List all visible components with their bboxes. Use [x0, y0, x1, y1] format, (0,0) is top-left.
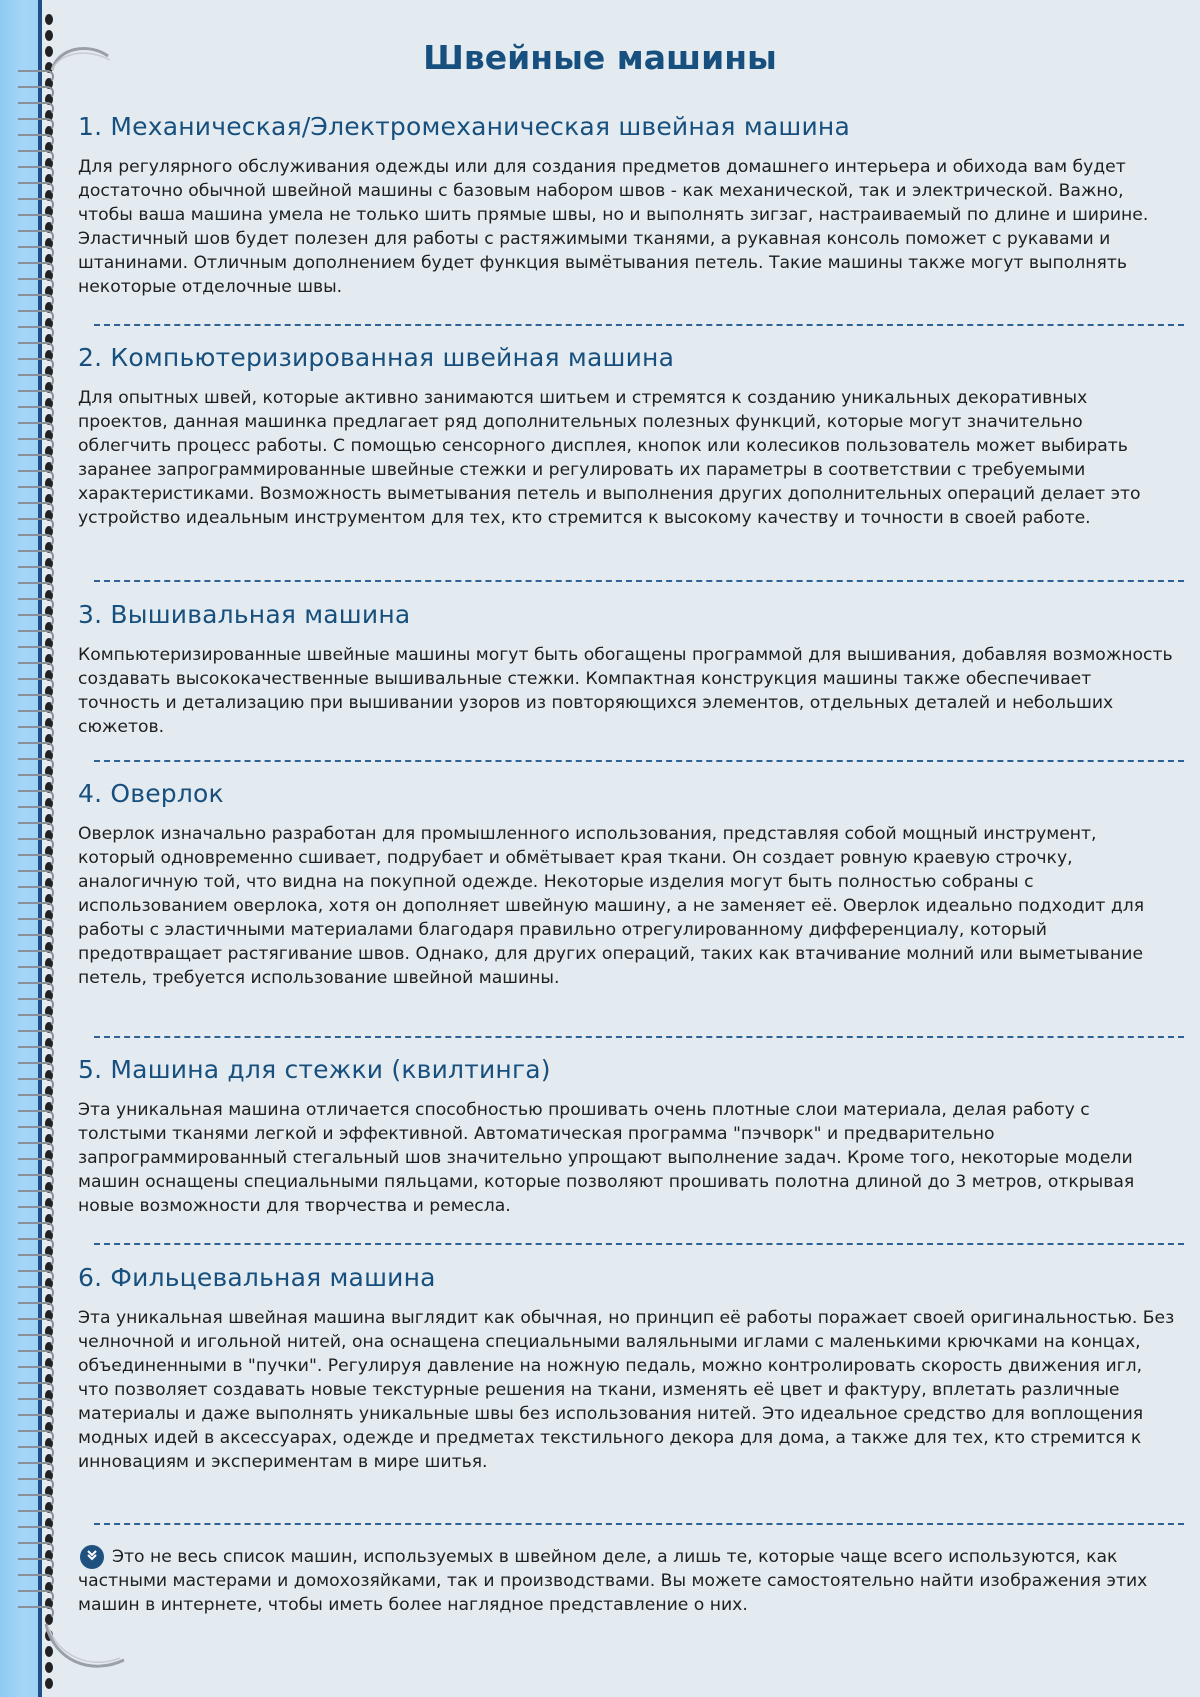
- spiral-coil: [18, 1606, 54, 1619]
- spiral-coil: [18, 326, 54, 339]
- section-divider: [94, 324, 1184, 326]
- spiral-coil: [18, 838, 54, 851]
- section-divider: [94, 1036, 1184, 1038]
- double-chevron-down-icon: [80, 1545, 104, 1569]
- spiral-coil: [18, 1126, 54, 1139]
- spiral-coil: [18, 1046, 54, 1059]
- spiral-coil: [18, 310, 54, 323]
- section-embroidery: [78, 600, 1178, 739]
- spiral-coil: [18, 566, 54, 579]
- section-heading: 4. Оверлок: [78, 779, 224, 808]
- spiral-coil: [18, 102, 54, 115]
- spiral-coil: [18, 390, 54, 403]
- spiral-coil: [18, 582, 54, 595]
- spiral-coil: [18, 166, 54, 179]
- spiral-coil: [18, 934, 54, 947]
- section-divider: [94, 760, 1184, 762]
- spiral-coil: [18, 774, 54, 787]
- section-divider: [94, 580, 1184, 582]
- section-heading: 3. Вышивальная машина: [78, 600, 411, 629]
- spiral-coil: [18, 1222, 54, 1235]
- spiral-coil: [18, 182, 54, 195]
- spiral-coil: [18, 422, 54, 435]
- section-mechanical: [78, 112, 1178, 299]
- spiral-coil: [18, 374, 54, 387]
- section-body: Для регулярного обслуживания одежды или для создания предметов домашнего интерьера и обихода вам будет достаточно обычной швейной машины с базовым набором швов - как механической, так и электрической. Важно, чтобы ваша машина умела не только шить прямые швы, но и выполнять зигзаг, настраиваемый по длине и ширине. Эластичный шов будет полезен для работы с растяжимыми тканями, а рукавная консоль поможет с рукавами и штанинами. Отличным дополнением будет функция вымётывания петель. Такие машины также могут выполнять некоторые отделочные швы.: [78, 157, 1149, 297]
- spiral-coil: [18, 1478, 54, 1491]
- spiral-coil: [18, 758, 54, 771]
- section-body: Оверлок изначально разработан для промышленного использования, представляя собой мощный инструмент, который одновременно сшивает, подрубает и обмётывает края ткани. Он создает ровную краевую строчку, аналогичную той, что видна на покупной одежде. Некоторые изделия могут быть полностью собраны с использованием оверлока, хотя он дополняет швейную машину, а не заменяет её. Оверлок идеально подходит для работы с эластичными материалами благодаря правильно отрегулированному дифференциалу, который предотвращает растягивание швов. Однако, для других операций, таких как втачивание молний или выметывание петель, требуется использование швейной машины.: [78, 824, 1145, 988]
- closing-note-text: Это не весь список машин, используемых в швейном деле, а лишь те, которые чаще всего используются, как частными мастерами и домохозяйками, так и производствами. Вы можете самостоятельно найти изображения этих машин в интернете, чтобы иметь более наглядное представление о них.: [78, 1547, 1148, 1615]
- spiral-coil: [18, 806, 54, 819]
- section-heading: 5. Машина для стежки (квилтинга): [78, 1055, 551, 1084]
- spiral-coil: [18, 214, 54, 227]
- spiral-coil: [18, 1014, 54, 1027]
- spiral-coil: [18, 1174, 54, 1187]
- spiral-coil: [18, 598, 54, 611]
- section-computerized: [78, 343, 1178, 530]
- spiral-coil: [18, 1542, 54, 1555]
- spiral-coil: [18, 998, 54, 1011]
- spiral-coil: [18, 966, 54, 979]
- spiral-coil: [18, 1078, 54, 1091]
- spiral-coil: [18, 918, 54, 931]
- spiral-coil: [18, 1446, 54, 1459]
- spiral-coil: [18, 1494, 54, 1507]
- spiral-coil: [18, 230, 54, 243]
- spiral-coil: [18, 854, 54, 867]
- spiral-coil: [18, 678, 54, 691]
- spiral-coil: [18, 1318, 54, 1331]
- spiral-coil: [18, 1302, 54, 1315]
- section-body: Эта уникальная машина отличается способностью прошивать очень плотные слои материала, делая работу с толстыми тканями легкой и эффективной. Автоматическая программа "пэчворк" и предварительно запрограммированный стегальный шов значительно упрощают выполнение задач. Кроме того, некоторые модели машин оснащены специальными пяльцами, которые позволяют прошивать полотна длиной до 3 метров, открывая новые возможности для творчества и ремесла.: [78, 1100, 1135, 1216]
- spiral-coil: [18, 1526, 54, 1539]
- spiral-coil: [18, 710, 54, 723]
- spiral-coil: [18, 1062, 54, 1075]
- spiral-coil: [18, 1366, 54, 1379]
- spiral-coil: [18, 870, 54, 883]
- spiral-coil: [18, 1094, 54, 1107]
- spiral-coil: [18, 1350, 54, 1363]
- spiral-coil: [18, 1382, 54, 1395]
- spiral-coil: [18, 438, 54, 451]
- spiral-coil: [18, 518, 54, 531]
- spiral-coil: [18, 278, 54, 291]
- spiral-coil: [18, 726, 54, 739]
- spiral-coil: [18, 742, 54, 755]
- spiral-coil: [18, 486, 54, 499]
- spiral-coil: [18, 1238, 54, 1251]
- spiral-coil: [18, 454, 54, 467]
- spiral-coil: [18, 134, 54, 147]
- spiral-coil: [18, 1030, 54, 1043]
- spiral-coil: [18, 150, 54, 163]
- spiral-coil: [18, 470, 54, 483]
- spiral-coil: [18, 822, 54, 835]
- spiral-coil: [18, 1286, 54, 1299]
- spiral-coil: [18, 1414, 54, 1427]
- spiral-coil: [18, 694, 54, 707]
- spiral-coil: [18, 950, 54, 963]
- spiral-coil: [18, 118, 54, 131]
- section-body: Компьютеризированные швейные машины могут быть обогащены программой для вышивания, добавляя возможность создавать высококачественные вышивальные стежки. Компактная конструкция машины также обеспечивает точность и детализацию при вышивании узоров из повторяющихся элементов, отдельных деталей и небольших сюжетов.: [78, 645, 1173, 737]
- spiral-coil: [18, 1190, 54, 1203]
- spiral-coil: [18, 1574, 54, 1587]
- page-title: Швейные машины: [423, 38, 777, 77]
- spiral-coil: [18, 534, 54, 547]
- spiral-coil: [18, 662, 54, 675]
- spiral-coil: [18, 646, 54, 659]
- spiral-coil: [18, 1590, 54, 1603]
- spiral-coil: [18, 342, 54, 355]
- spiral-coil: [18, 1270, 54, 1283]
- section-body: Для опытных швей, которые активно занимаются шитьем и стремятся к созданию уникальных декоративных проектов, данная машинка предлагает ряд дополнительных полезных функций, которые могут значительно облегчить процесс работы. С помощью сенсорного дисплея, кнопок или колесиков пользователь может выбирать заранее запрограммированные швейные стежки и регулировать их параметры в соответствии с требуемыми характеристиками. Возможность выметывания петель и выполнения других дополнительных операций делает это устройство идеальным инструментом для тех, кто стремится к высокому качеству и точности в своей работе.: [78, 388, 1141, 528]
- spiral-coil: [18, 1110, 54, 1123]
- spiral-coil: [18, 550, 54, 563]
- section-heading: 1. Механическая/Электромеханическая швейная машина: [78, 112, 850, 141]
- section-quilting: [78, 1055, 1178, 1218]
- spiral-coil: [18, 982, 54, 995]
- spiral-coil: [18, 1334, 54, 1347]
- spiral-coil: [18, 886, 54, 899]
- spiral-coil: [18, 1142, 54, 1155]
- spiral-coil: [18, 358, 54, 371]
- spiral-coils: [18, 0, 68, 1697]
- section-felting: [78, 1263, 1178, 1474]
- section-divider: [94, 1523, 1184, 1525]
- section-heading: 2. Компьютеризированная швейная машина: [78, 343, 675, 372]
- spiral-coil: [18, 1558, 54, 1571]
- bottom-coil-curl: [40, 1620, 130, 1680]
- section-overlock: [78, 779, 1178, 990]
- spiral-coil: [18, 790, 54, 803]
- section-heading: 6. Фильцевальная машина: [78, 1263, 436, 1292]
- closing-note: [78, 1545, 1178, 1617]
- spiral-coil: [18, 614, 54, 627]
- spiral-coil: [18, 246, 54, 259]
- spiral-coil: [18, 294, 54, 307]
- spiral-coil: [18, 1398, 54, 1411]
- spiral-coil: [18, 1206, 54, 1219]
- spiral-coil: [18, 1462, 54, 1475]
- spiral-coil: [18, 406, 54, 419]
- spiral-coil: [18, 262, 54, 275]
- spiral-coil: [18, 902, 54, 915]
- spiral-coil: [18, 1158, 54, 1171]
- spiral-coil: [18, 1430, 54, 1443]
- spiral-coil: [18, 1510, 54, 1523]
- spiral-coil: [18, 1254, 54, 1267]
- section-body: Эта уникальная швейная машина выглядит как обычная, но принцип её работы поражает своей оригинальностью. Без челночной и игольной нитей, она оснащена специальными валяльными иглами с маленькими крючками на концах, объединенными в "пучки". Регулируя давление на ножную педаль, можно контролировать скорость движения игл, что позволяет создавать новые текстурные решения на ткани, изменять её цвет и фактуру, вплетать различные материалы и даже выполнять уникальные швы без использования нитей. Это идеальное средство для воплощения модных идей в аксессуарах, одежде и предметах текстильного декора для дома, а также для тех, кто стремится к инновациям и экспериментам в мире шитья.: [78, 1308, 1175, 1472]
- spiral-coil: [18, 86, 54, 99]
- spiral-coil: [18, 630, 54, 643]
- spiral-coil: [18, 502, 54, 515]
- section-divider: [94, 1243, 1184, 1245]
- spiral-coil: [18, 198, 54, 211]
